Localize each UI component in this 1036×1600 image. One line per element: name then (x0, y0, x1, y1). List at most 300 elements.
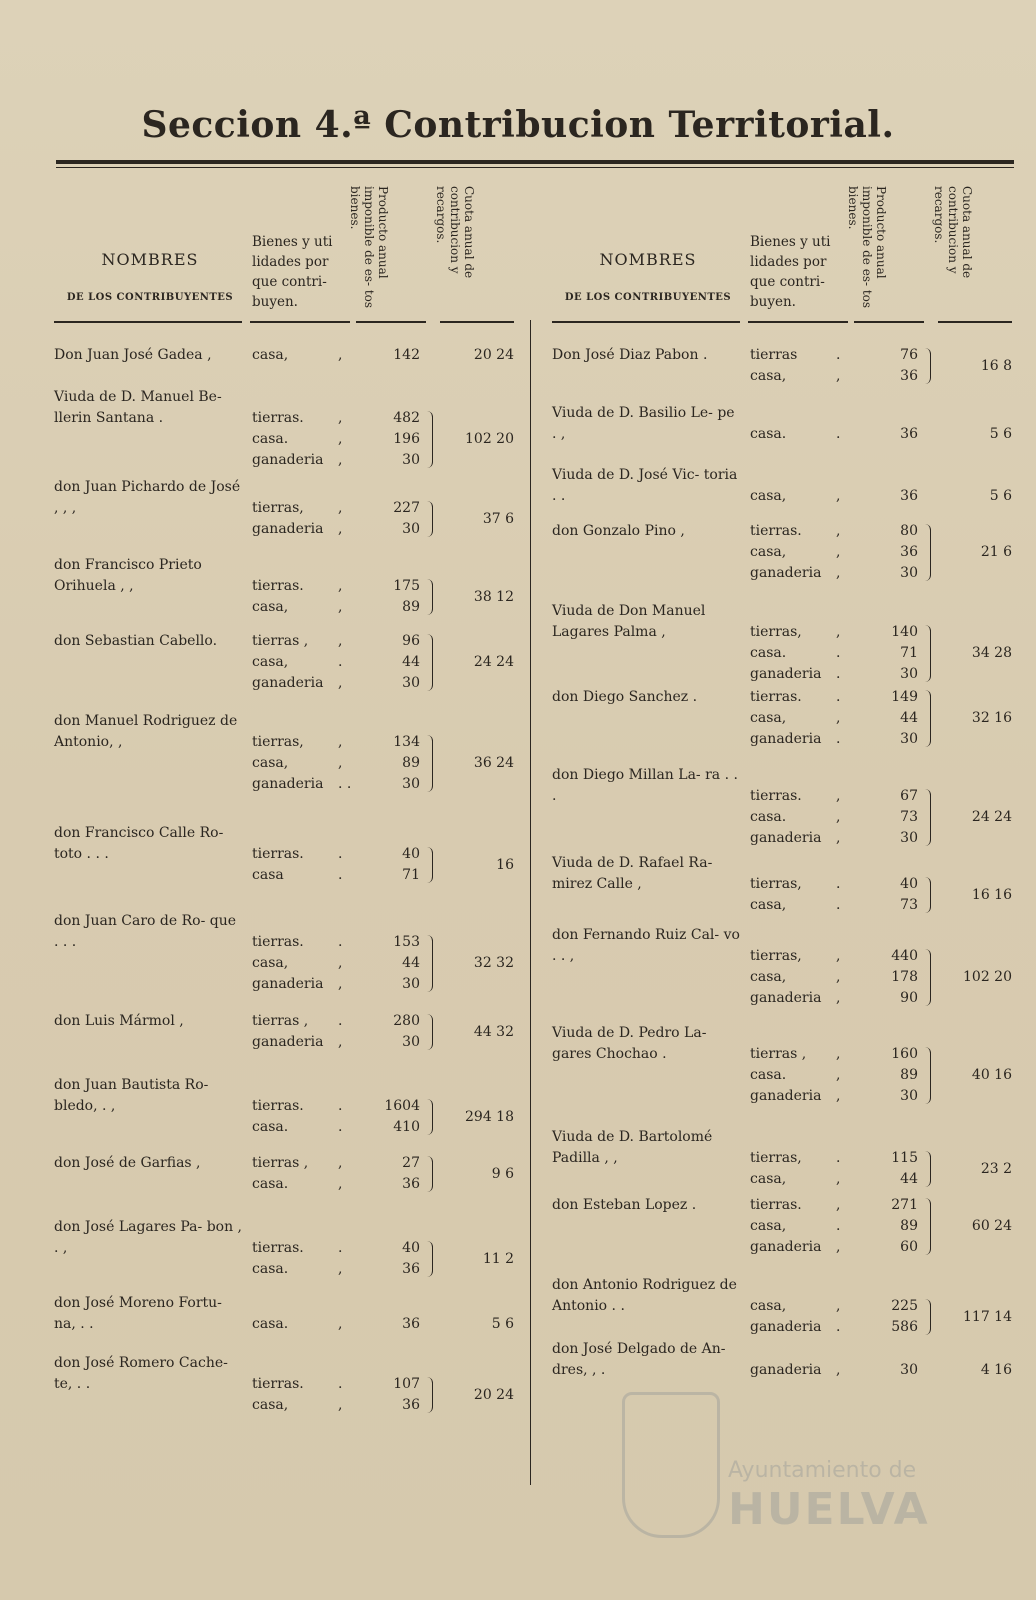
asset-type (252, 732, 362, 753)
asset-type (252, 753, 362, 774)
asset-type (750, 1065, 860, 1086)
asset-type (252, 631, 362, 652)
asset-type (252, 450, 362, 471)
asset-type (750, 687, 860, 708)
product-value: 44 (900, 1171, 918, 1187)
product-value: 36 (402, 1261, 420, 1277)
asset-label: tierras, (750, 1150, 802, 1166)
contributor-name: don Juan Bautista Ro- bledo, . , (54, 1077, 209, 1114)
leader-punct: , (836, 1362, 841, 1378)
asset-type (750, 807, 860, 828)
product-value: 30 (402, 452, 420, 468)
asset-type (252, 597, 362, 618)
contributor-name: don Luis Mármol , (54, 1013, 184, 1029)
title-rule (56, 160, 1014, 164)
leader-punct: . (338, 934, 343, 950)
product-value: 178 (891, 969, 918, 985)
leader-punct: , (338, 452, 343, 468)
grouping-brace (422, 1241, 433, 1277)
asset-label: casa. (252, 1119, 289, 1135)
product-value: 80 (900, 523, 918, 539)
contributor-name: don José de Garfias , (54, 1155, 201, 1171)
asset-type (252, 1259, 362, 1280)
product-value: 30 (402, 521, 420, 537)
leader-punct: . (836, 1319, 841, 1335)
leader-punct: , (338, 521, 343, 537)
asset-type (252, 1314, 362, 1335)
leader-punct: . . (338, 776, 352, 792)
asset-type (750, 643, 860, 664)
contributor-name: Viuda de D. Basilio Le- pe . , (552, 405, 735, 442)
cuota-value: 20 24 (473, 347, 514, 363)
product-value: 40 (900, 876, 918, 892)
grouping-brace (920, 348, 931, 384)
contributor-name: Viuda de D. José Vic- toria . . (552, 467, 738, 504)
asset-label: casa, (750, 897, 787, 913)
asset-type (252, 1174, 362, 1195)
product-value: 71 (402, 867, 420, 883)
cuota-value: 5 6 (491, 1316, 514, 1332)
asset-type (252, 1117, 362, 1138)
cuota-value: 37 6 (482, 510, 514, 527)
grouping-brace (422, 847, 433, 883)
title-rule-thin (56, 167, 1014, 168)
header-producto: Producto anual imponible de es- tos bienes. (348, 186, 390, 309)
leader-punct: . (836, 666, 841, 682)
leader-punct: , (836, 969, 841, 985)
contributor-entry (552, 403, 1017, 465)
product-value: 30 (900, 1088, 918, 1104)
leader-punct: . (338, 1240, 343, 1256)
asset-label: tierras. (252, 410, 304, 426)
leader-punct: . (338, 1098, 343, 1114)
asset-type (750, 486, 860, 507)
grouping-brace (920, 949, 931, 1006)
asset-type (750, 1237, 860, 1258)
leader-punct: , (836, 1067, 841, 1083)
asset-type (252, 1096, 362, 1117)
cuota-value: 117 14 (963, 1308, 1012, 1325)
asset-type (750, 1296, 860, 1317)
asset-label: casa, (252, 347, 289, 363)
asset-type (750, 622, 860, 643)
contributor-name: don José Lagares Pa- bon , . , (54, 1219, 243, 1256)
product-value: 227 (393, 500, 420, 516)
asset-type (750, 345, 860, 366)
left-column (54, 180, 519, 1500)
leader-punct: . (836, 876, 841, 892)
cuota-value: 34 28 (971, 645, 1012, 661)
asset-type (252, 1395, 362, 1416)
header-bienes: Bienes y uti lidades por que contri- buyen. (252, 234, 333, 310)
grouping-brace (422, 411, 433, 468)
leader-punct: , (836, 624, 841, 640)
asset-label: tierras. (252, 934, 304, 950)
contributor-name: don Sebastian Cabello. (54, 633, 218, 649)
leader-punct: , (338, 500, 343, 516)
asset-type (750, 729, 860, 750)
cuota-value: 24 24 (971, 809, 1012, 825)
cuota-value: 9 6 (491, 1165, 514, 1182)
product-value: 30 (900, 830, 918, 846)
cuota-value: 5 6 (989, 426, 1012, 442)
asset-type (750, 828, 860, 849)
asset-label: ganaderia (252, 1034, 324, 1050)
grouping-brace (422, 1014, 433, 1050)
leader-punct: , (836, 1088, 841, 1104)
product-value: 134 (393, 734, 420, 750)
leader-punct: . (836, 1218, 841, 1234)
grouping-brace (920, 877, 931, 913)
contributor-name: don José Delgado de An- dres, , . (552, 1341, 726, 1378)
asset-type (750, 786, 860, 807)
grouping-brace (920, 1198, 931, 1255)
grouping-brace (920, 1047, 931, 1104)
grouping-brace (422, 735, 433, 792)
product-value: 107 (393, 1376, 420, 1392)
cuota-value: 102 20 (465, 431, 514, 447)
contributor-entry (54, 711, 519, 823)
product-value: 44 (900, 710, 918, 726)
watermark-line2: HUELVA (728, 1484, 930, 1535)
product-value: 175 (393, 578, 420, 594)
asset-label: tierras. (252, 1376, 304, 1392)
contributor-entry (54, 1293, 519, 1353)
contributor-entry (552, 1127, 1017, 1195)
leader-punct: . (836, 689, 841, 705)
product-value: 115 (891, 1150, 918, 1166)
product-value: 160 (891, 1046, 918, 1062)
cuota-value: 16 (496, 856, 514, 873)
leader-punct: , (338, 578, 343, 594)
product-value: 36 (900, 544, 918, 560)
contributor-name: Viuda de D. Manuel Be- llerin Santana . (54, 389, 222, 426)
asset-type (750, 1317, 860, 1338)
asset-type (750, 988, 860, 1009)
leader-punct: , (338, 1316, 343, 1332)
product-value: 30 (402, 976, 420, 992)
leader-punct: . (836, 645, 841, 661)
asset-type (252, 652, 362, 673)
product-value: 89 (402, 599, 420, 615)
asset-label: casa, (750, 368, 787, 384)
asset-label: ganaderia (750, 1239, 822, 1255)
asset-label: casa (252, 867, 284, 883)
watermark-line1: Ayuntamiento de (728, 1458, 917, 1483)
table-header (552, 180, 1017, 325)
asset-label: ganaderia (252, 675, 324, 691)
product-value: 73 (900, 809, 918, 825)
grouping-brace (422, 1156, 433, 1192)
product-value: 30 (900, 565, 918, 581)
product-value: 89 (402, 755, 420, 771)
asset-label: ganaderia (252, 776, 324, 792)
cuota-value: 16 16 (971, 886, 1012, 903)
product-value: 196 (393, 431, 420, 447)
asset-label: casa, (750, 710, 787, 726)
cuota-value: 11 2 (482, 1250, 514, 1267)
product-value: 44 (402, 955, 420, 971)
asset-type (750, 521, 860, 542)
leader-punct: , (338, 633, 343, 649)
grouping-brace (920, 625, 931, 682)
asset-type (750, 1148, 860, 1169)
asset-label: ganaderia (750, 1319, 822, 1335)
header-cuota: Cuota anual de contribucion y recargos. (434, 186, 476, 279)
leader-punct: , (836, 1239, 841, 1255)
leader-punct: , (836, 544, 841, 560)
cuota-value: 24 24 (473, 654, 514, 670)
contributor-name: don Esteban Lopez . (552, 1197, 697, 1213)
product-value: 36 (402, 1176, 420, 1192)
product-value: 36 (900, 488, 918, 504)
leader-punct: . (338, 1119, 343, 1135)
contributor-entry (54, 387, 519, 477)
table-header (54, 180, 519, 325)
asset-label: tierras, (252, 734, 304, 750)
leader-punct: , (836, 1171, 841, 1187)
contributor-name: don Antonio Rodriguez de Antonio . . (552, 1277, 737, 1314)
grouping-brace (422, 1377, 433, 1413)
asset-type (252, 345, 362, 366)
right-column (552, 180, 1017, 1500)
leader-punct: . (338, 1376, 343, 1392)
leader-punct: , (338, 599, 343, 615)
grouping-brace (422, 579, 433, 615)
leader-punct: , (836, 948, 841, 964)
contributor-entry (552, 1275, 1017, 1339)
leader-punct: , (836, 523, 841, 539)
header-de-los-contribuyentes: DE LOS CONTRIBUYENTES (564, 292, 732, 303)
asset-label: tierras , (252, 633, 309, 649)
product-value: 30 (900, 1362, 918, 1378)
leader-punct: , (338, 1397, 343, 1413)
cuota-value: 23 2 (980, 1160, 1012, 1177)
product-value: 40 (402, 1240, 420, 1256)
asset-label: casa, (750, 969, 787, 985)
asset-type (252, 408, 362, 429)
asset-label: casa, (750, 1218, 787, 1234)
grouping-brace (920, 789, 931, 846)
product-value: 225 (891, 1298, 918, 1314)
leader-punct: , (338, 1176, 343, 1192)
contributor-name: Don José Diaz Pabon . (552, 347, 708, 363)
cuota-value: 40 16 (971, 1067, 1012, 1083)
product-value: 44 (402, 654, 420, 670)
asset-type (252, 519, 362, 540)
asset-label: tierras, (252, 500, 304, 516)
contributor-name: don Francisco Prieto Orihuela , , (54, 557, 202, 594)
contributor-name: Don Juan José Gadea , (54, 347, 212, 363)
asset-type (750, 1216, 860, 1237)
asset-type (252, 673, 362, 694)
product-value: 96 (402, 633, 420, 649)
contributor-entry (54, 1217, 519, 1293)
grouping-brace (920, 690, 931, 747)
asset-type (252, 932, 362, 953)
cuota-value: 5 6 (989, 488, 1012, 504)
asset-label: casa. (252, 1261, 289, 1277)
asset-label: ganaderia (750, 731, 822, 747)
product-value: 89 (900, 1067, 918, 1083)
contributor-entry (552, 765, 1017, 853)
product-value: 30 (402, 675, 420, 691)
page-title: Seccion 4.ª Contribucion Territorial. (141, 104, 895, 146)
asset-type (252, 774, 362, 795)
asset-label: tierras. (252, 578, 304, 594)
asset-type (750, 1169, 860, 1190)
asset-type (750, 874, 860, 895)
asset-label: casa, (750, 1171, 787, 1187)
asset-label: ganaderia (750, 1362, 822, 1378)
contributor-entry (552, 465, 1017, 521)
header-cuota: Cuota anual de contribucion y recargos. (932, 186, 974, 279)
asset-type (750, 563, 860, 584)
product-value: 36 (900, 426, 918, 442)
asset-label: ganaderia (750, 666, 822, 682)
contributor-entry (552, 853, 1017, 925)
product-value: 440 (891, 948, 918, 964)
leader-punct: , (836, 1197, 841, 1213)
product-value: 36 (402, 1316, 420, 1332)
asset-type (750, 967, 860, 988)
asset-type (750, 708, 860, 729)
product-value: 30 (402, 776, 420, 792)
asset-label: tierras. (750, 1197, 802, 1213)
leader-punct: , (338, 1155, 343, 1171)
leader-punct: , (836, 809, 841, 825)
leader-punct: , (836, 1298, 841, 1314)
leader-punct: , (338, 976, 343, 992)
contributor-name: don Juan Caro de Ro- que . . . (54, 913, 237, 950)
product-value: 410 (393, 1119, 420, 1135)
asset-type (252, 953, 362, 974)
asset-type (252, 1032, 362, 1053)
asset-label: casa, (252, 654, 289, 670)
asset-label: ganaderia (252, 521, 324, 537)
leader-punct: . (836, 731, 841, 747)
contributor-name: don Fernando Ruiz Cal- vo . . , (552, 927, 740, 964)
entries-left (54, 345, 519, 1433)
contributor-name: don Francisco Calle Ro- toto . . . (54, 825, 224, 862)
contributor-name: don José Moreno Fortu- na, . . (54, 1295, 222, 1332)
asset-type (252, 576, 362, 597)
asset-label: tierras. (750, 689, 802, 705)
asset-label: ganaderia (750, 830, 822, 846)
leader-punct: , (338, 675, 343, 691)
contributor-name: don Diego Millan La- ra . . . (552, 767, 738, 804)
product-value: 30 (402, 1034, 420, 1050)
header-nombres: NOMBRES (101, 250, 199, 269)
cuota-value: 44 32 (473, 1023, 514, 1040)
grouping-brace (920, 524, 931, 581)
asset-label: casa, (750, 544, 787, 560)
product-value: 30 (900, 666, 918, 682)
contributor-entry (552, 521, 1017, 601)
contributor-name: don Juan Pichardo de José , , , (54, 479, 241, 516)
product-value: 89 (900, 1218, 918, 1234)
asset-label: casa, (750, 1298, 787, 1314)
asset-type (252, 429, 362, 450)
watermark-stamp (610, 1392, 930, 1542)
asset-label: tierras, (750, 624, 802, 640)
contributor-entry (54, 1153, 519, 1217)
asset-label: ganaderia (750, 1088, 822, 1104)
cuota-value: 32 16 (971, 710, 1012, 726)
header-producto: Producto anual imponible de es- tos bienes. (846, 186, 888, 309)
grouping-brace (422, 501, 433, 537)
asset-type (252, 844, 362, 865)
asset-label: tierras. (750, 523, 802, 539)
asset-label: casa. (750, 1067, 787, 1083)
product-value: 36 (900, 368, 918, 384)
asset-type (750, 895, 860, 916)
grouping-brace (422, 1099, 433, 1135)
leader-punct: , (338, 431, 343, 447)
leader-punct: , (836, 488, 841, 504)
header-de-los-contribuyentes: DE LOS CONTRIBUYENTES (66, 292, 234, 303)
leader-punct: , (836, 990, 841, 1006)
asset-type (252, 1153, 362, 1174)
asset-label: casa, (252, 755, 289, 771)
cuota-value: 38 12 (473, 588, 514, 605)
asset-type (750, 366, 860, 387)
contributor-entry (54, 555, 519, 631)
asset-label: tierras. (252, 1098, 304, 1114)
grouping-brace (422, 634, 433, 691)
product-value: 90 (900, 990, 918, 1006)
entries-right (552, 345, 1017, 1399)
product-value: 153 (393, 934, 420, 950)
product-value: 60 (900, 1239, 918, 1255)
asset-type (750, 424, 860, 445)
contributor-entry (54, 1075, 519, 1153)
product-value: 140 (891, 624, 918, 640)
asset-label: casa, (252, 955, 289, 971)
asset-label: tierras , (750, 1046, 807, 1062)
cuota-value: 4 16 (980, 1362, 1012, 1378)
asset-label: ganaderia (750, 565, 822, 581)
contributor-entry (54, 1353, 519, 1433)
leader-punct: , (836, 368, 841, 384)
cuota-value: 294 18 (465, 1108, 514, 1125)
contributor-entry (54, 345, 519, 387)
leader-punct: . (338, 846, 343, 862)
product-value: 1604 (384, 1098, 420, 1114)
product-value: 30 (900, 731, 918, 747)
asset-label: casa. (252, 1176, 289, 1192)
leader-punct: . (836, 897, 841, 913)
asset-label: tierras, (750, 876, 802, 892)
contributor-entry (54, 477, 519, 555)
asset-type (750, 946, 860, 967)
asset-type (252, 974, 362, 995)
contributor-name: don José Romero Cache- te, . . (54, 1355, 228, 1392)
asset-type (252, 498, 362, 519)
header-nombres: NOMBRES (599, 250, 697, 269)
contributor-entry (552, 925, 1017, 1023)
product-value: 76 (900, 347, 918, 363)
asset-type (750, 1360, 860, 1381)
contributor-name: Viuda de D. Bartolomé Padilla , , (552, 1129, 713, 1166)
asset-type (252, 1011, 362, 1032)
product-value: 149 (891, 689, 918, 705)
asset-type (750, 1195, 860, 1216)
contributor-name: Viuda de Don Manuel Lagares Palma , (552, 603, 706, 640)
leader-punct: , (836, 1046, 841, 1062)
asset-label: tierras (750, 347, 798, 363)
contributor-entry (54, 823, 519, 911)
